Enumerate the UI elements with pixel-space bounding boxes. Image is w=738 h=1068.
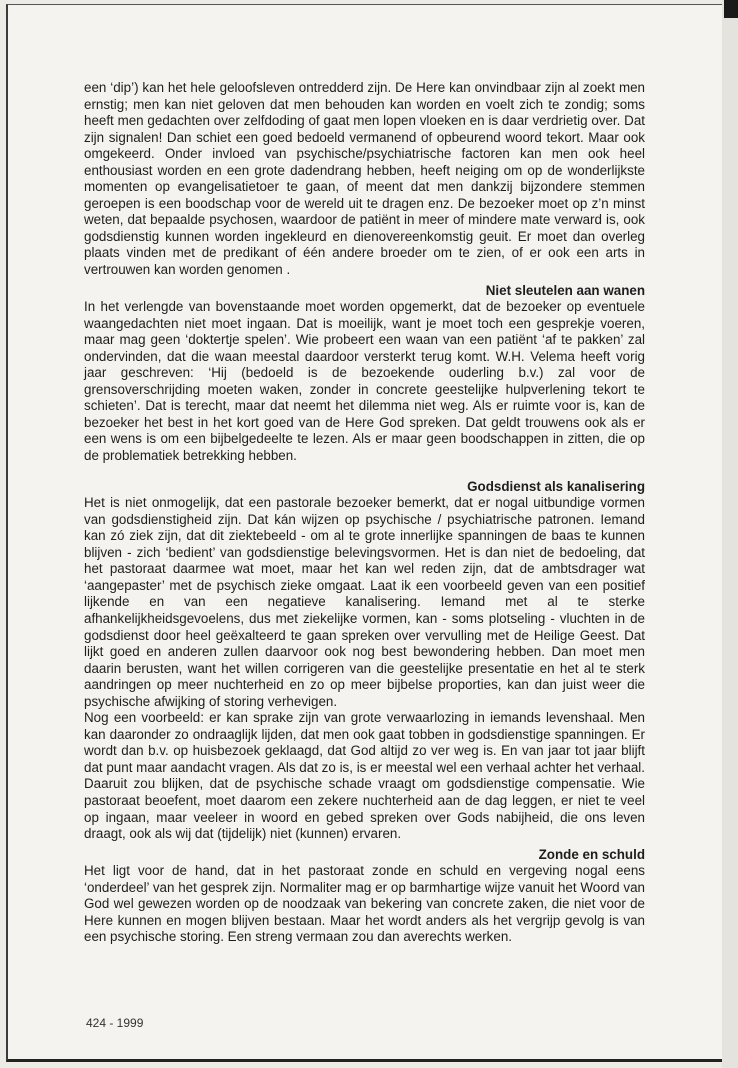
paragraph: In het verlengde van bovenstaande moet worden opgemerkt, dat de bezoeker op eventuele waangedachten niet moet ingaan. Dat is moeilijk, want je moet toch een gesprekje voeren, maar mag geen ‘doktertje spelen’. Wie probeert een waan van een patiënt ‘af te pakken’ zal ondervinden, dat die waan meestal daardoor versterkt terug komt. W.H. Velema heeft vorig jaar geschreven: ‘Hij (bedoeld is de bezoekende ouderling b.v.) zal voor de grensoverschrijding moeten waken, zonder in concrete geestelijke hulpverlening tekort te schieten’. Dat is terecht, maar dat neemt het dilemma niet weg. Als er ruimte voor is, kan de bezoeker het best in het kort goed van de Here God spreken. Dat geldt trouwens ook als er een wens is om een bijbelgedeelte te lezen. Als er maar geen boodschappen in zitten, die op de problematiek betrekking hebben.: [84, 299, 645, 464]
scan-corner-mark: [724, 0, 738, 18]
paragraph: een ‘dip’) kan het hele geloofsleven ontredderd zijn. De Here kan onvindbaar zijn al zoekt men ernstig; men kan niet geloven dat men behouden kan worden en voelt zich te zondig; soms heeft men gedachten over zelfdoding of gaat men lopen vloeken en is daar verdrietig over. Dat zijn signalen! Dan schiet een goed bedoeld vermanend of opbeurend woord tekort. Maar ook omgekeerd. Onder invloed van psychische/psychiatrische factoren kan men ook heel enthousiast worden en een grote dadendrang hebben, heeft neiging om op de wonderlijkste momenten op evangelisatietoer te gaan, of meent dat men dankzij bijzondere stemmen geroepen is een boodschap voor de wereld uit te dragen enz. De bezoeker moet op z’n minst weten, dat bepaalde psychosen, waardoor de patiënt in meer of mindere mate verward is, ook godsdienstig kunnen worden ingekleurd en dienovereenkomstig geuit. Er moet dan overleg plaats vinden met de predikant of één andere broeder om te zien, of er ook een arts in vertrouwen kan worden genomen .: [84, 80, 645, 278]
article-body: [84, 80, 645, 946]
paragraph: Het ligt voor de hand, dat in het pastoraat zonde en schuld en vergeving nogal eens ‘onderdeel’ van het gesprek zijn. Normaliter mag er op barmhartige wijze vanuit het Woord van God wel gewezen worden op de noodzaak van bekering van concrete zaken, die niet voor de Here kunnen en mogen blijven bestaan. Maar het wordt anders als het vergrijp gevolg is van een psychische storing. Een streng vermaan zou dan averechts werken.: [84, 863, 645, 945]
paragraph: Het is niet onmogelijk, dat een pastorale bezoeker bemerkt, dat er nogal uitbundige vormen van godsdienstigheid zijn. Dat kán wijzen op psychische / psychiatrische patronen. Iemand kan zó ziek zijn, dat dit ziektebeeld - om al te grote innerlijke spanningen de baas te kunnen blijven - zich ‘bedient’ van godsdienstige belevingsvormen. Het is dan niet de bedoeling, dat het pastoraat daarmee wat moet, maar het kan wel reden zijn, dat de ambtsdrager wat ‘aangepaster’ met de psychisch zieke omgaat. Laat ik een voorbeeld geven van een positief lijkende en van een negatieve kanalisering. Iemand met al te sterke afhankelijkheidsgevoelens, dus met ziekelijke vormen, kan - soms plotseling - vluchten in de godsdienst door heel geëxalteerd te gaan spreken over vervulling met de Heilige Geest. Dat lijkt goed en anderen zullen daarvoor ook nog best bewondering hebben. Dan moet men daarin berusten, want het willen corrigeren van die geestelijke presentatie en het al te sterk aandringen op meer nuchterheid en zo op meer bijbelse proporties, kan dan juist weer die psychische afwijking of storing verhevigen.: [84, 495, 645, 709]
paragraph: Nog een voorbeeld: er kan sprake zijn van grote verwaarlozing in iemands levenshaal. Men kan daaronder zo ondraaglijk lijden, dat men ook gaat tobben in godsdienstige spanningen. Er wordt dan b.v. op huisbezoek geklaagd, dat God altijd zo ver weg is. En van jaar tot jaar blijft dat punt maar aandacht vragen. Als dat zo is, is er meestal wel een verhaal achter het verhaal. Daaruit zou blijken, dat de psychische schade vraagt om godsdienstige compensatie. Wie pastoraat beoefent, moet daarom een zekere nuchterheid aan de dag leggen, er niet te veel op ingaan, maar veeleer in woord en gebed spreken over Gods nabijheid, die ons leven draagt, ook als wij dat (tijdelijk) niet (kunnen) ervaren.: [84, 710, 645, 842]
section-heading: Zonde en schuld: [538, 846, 645, 862]
page-number: 424 - 1999: [86, 1016, 144, 1030]
section-heading: Godsdienst als kanalisering: [467, 478, 645, 494]
section-heading: Niet sleutelen aan wanen: [485, 282, 645, 298]
page-edge-right: [722, 0, 738, 1068]
